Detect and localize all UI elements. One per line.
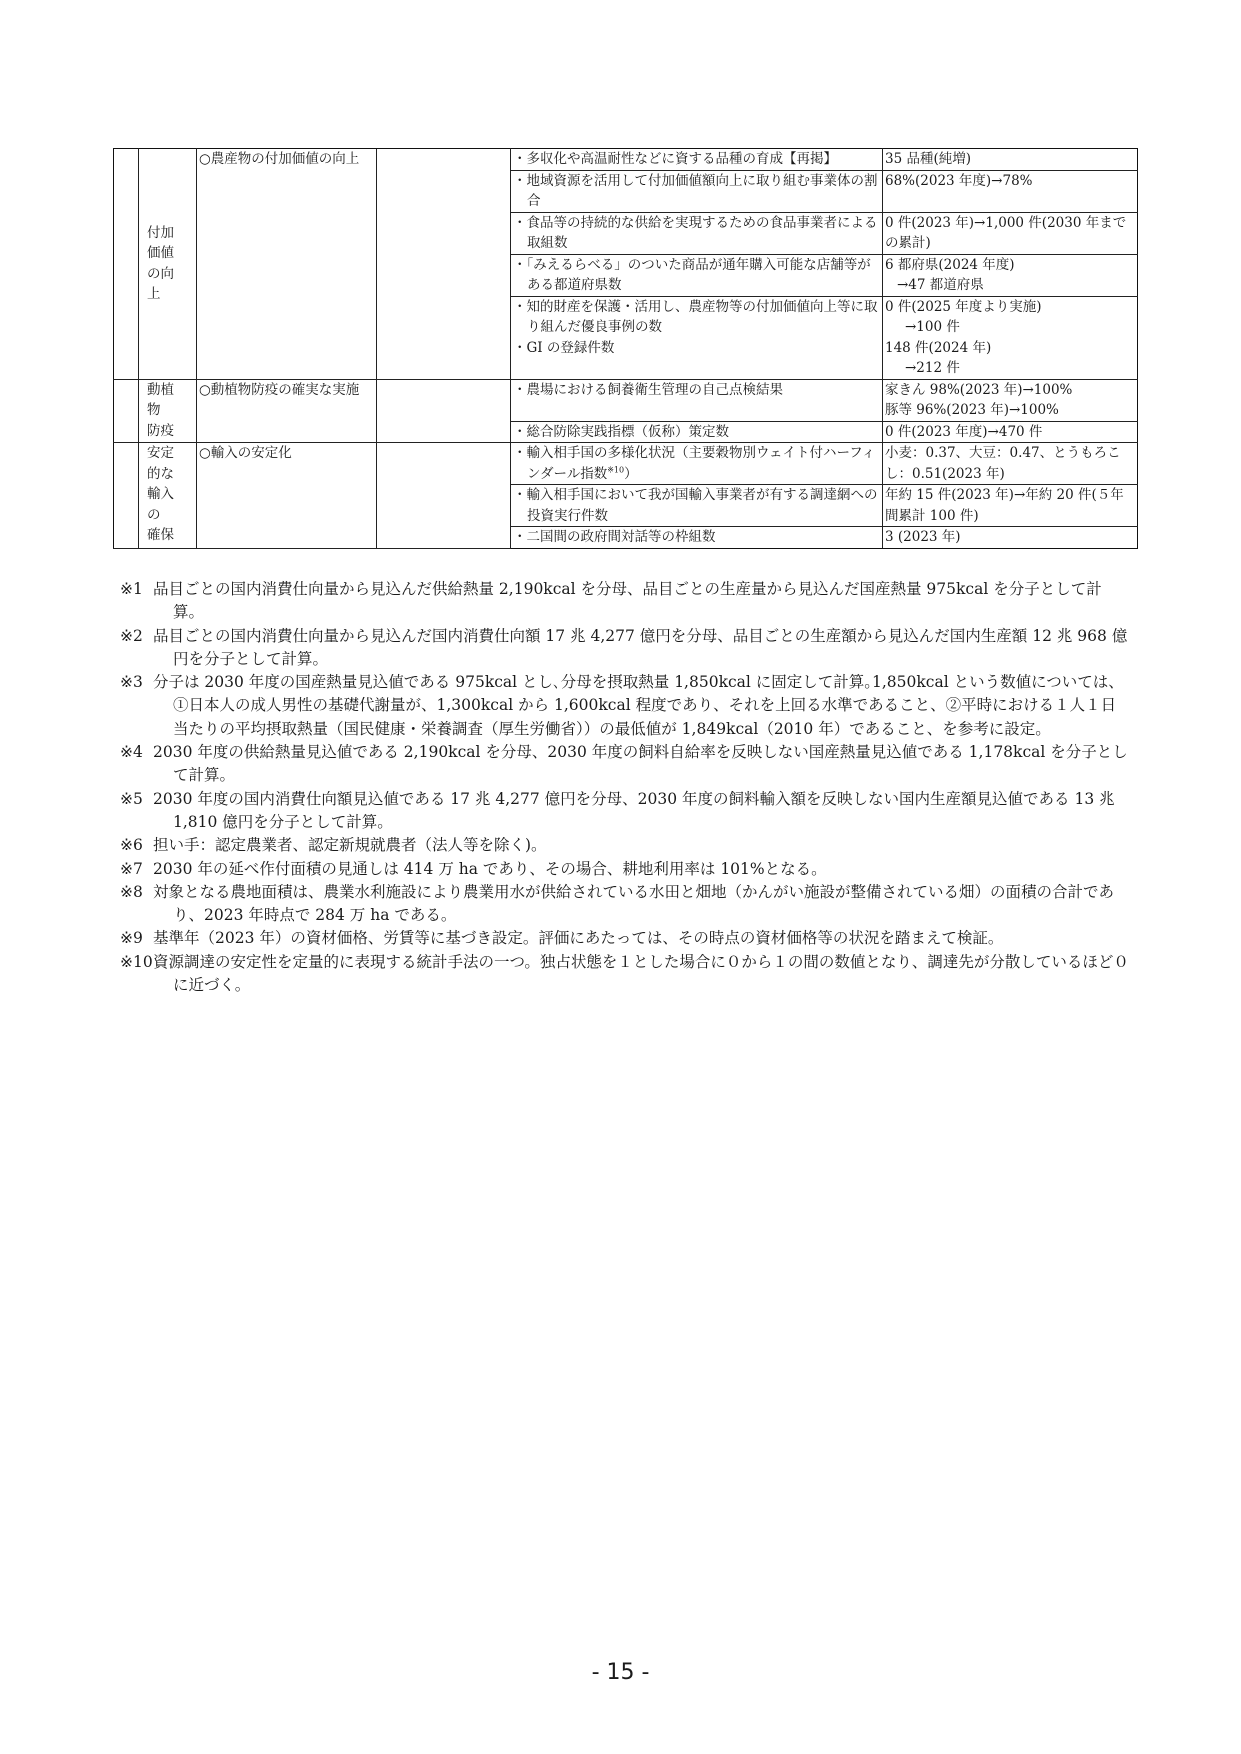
indicator-cell: ・農場における飼養衛生管理の自己点検結果: [511, 379, 883, 421]
target-cell: 6 都府県(2024 年度) →47 都道府県: [883, 254, 1138, 296]
footnote: ※9 基準年（2023 年）の資材価格、労賃等に基づき設定。評価にあたっては、その時点の資材価格等の状況を踏まえて検証。: [120, 929, 1004, 948]
target-cell: 35 品種(純増): [883, 149, 1138, 171]
footnote: ※1 品目ごとの国内消費仕向量から見込んだ供給熱量 2,190kcal を分母、品目ごとの生産量から見込んだ国産熱量 975kcal を分子として計算。: [120, 580, 1102, 622]
target-cell: 家きん 98%(2023 年)→100% 豚等 96%(2023 年)→100%: [883, 379, 1138, 421]
category-label: 安定 的な 輸入 の 確保: [147, 445, 174, 543]
target-cell: 0 件(2025 年度より実施) →100 件 148 件(2024 年) →212 件: [883, 296, 1138, 379]
indicator-cell: ・輸入相手国において我が国輸入事業者が有する調達網への投資実行件数: [511, 485, 883, 527]
indicator-cell: ・地域資源を活用して付加価値額向上に取り組む事業体の割合: [511, 170, 883, 212]
target-cell: 年約 15 件(2023 年)→年約 20 件(５年間累計 100 件): [883, 485, 1138, 527]
blank-cell: [377, 443, 511, 549]
footnote: ※10 資源調達の安定性を定量的に表現する統計手法の一つ。独占状態を１とした場合に０から１の間の数値となり、調達先が分散しているほど０に近づく。: [120, 952, 1129, 995]
footnote: ※6 担い手：認定農業者、認定新規就農者（法人等を除く)。: [120, 836, 547, 855]
indicator-cell: ・輸入相手国の多様化状況（主要穀物別ウェイト付ハーフィンダール指数$^{※10}$）: [511, 443, 883, 485]
footnote: ※7 2030 年の延べ作付面積の見通しは 414 万 ha であり、その場合、耕地利用率は 101%となる。: [120, 859, 827, 878]
objective-cell: ○動植物防疫の確実な実施: [197, 379, 377, 443]
category-cell: [139, 379, 197, 443]
indicator-cell: ・知的財産を保護・活用し、農産物等の付加価値向上等に取り組んだ優良事例の数 ・GI の登録件数: [511, 296, 883, 379]
indicator-cell: ・食品等の持続的な供給を実現するための食品事業者による取組数: [511, 212, 883, 254]
category-label: 動植 物 防疫: [147, 381, 174, 439]
category-cell: [139, 149, 197, 380]
footnote: ※5 2030 年度の国内消費仕向額見込値である 17 兆 4,277 億円を分母、2030 年度の飼料輸入額を反映しない国内生産額見込値である 13 兆 1,810 億円を分子として計算。: [120, 789, 1115, 831]
footnotes: [120, 578, 1130, 997]
category-label: 付加 価値 の向 上: [147, 224, 174, 303]
target-cell: 3 (2023 年): [883, 527, 1138, 549]
target-cell: 小麦：0.37、大豆：0.47、とうもろこし：0.51(2023 年): [883, 443, 1138, 485]
table-margin-cell: [114, 443, 139, 549]
objective-cell: ○輸入の安定化: [197, 443, 377, 549]
objective-cell: ○農産物の付加価値の向上: [197, 149, 377, 380]
footnote: ※8 対象となる農地面積は、農業水利施設により農業用水が供給されている水田と畑地（かんがい施設が整備されている畑）の面積の合計であり、2023 年時点で 284 万 ha である。: [120, 882, 1115, 925]
footnote: ※2 品目ごとの国内消費仕向量から見込んだ国内消費仕向額 17 兆 4,277 億円を分母、品目ごとの生産額から見込んだ国内生産額 12 兆 968 億円を分子として計算。: [120, 626, 1128, 668]
table-margin-cell: [114, 379, 139, 443]
category-cell: [139, 443, 197, 549]
indicator-cell: ・多収化や高温耐性などに資する品種の育成【再掲】: [511, 149, 883, 171]
indicator-table: [113, 148, 1138, 549]
indicator-cell: ・二国間の政府間対話等の枠組数: [511, 527, 883, 549]
footnote: ※4 2030 年度の供給熱量見込値である 2,190kcal を分母、2030 年度の飼料自給率を反映しない国産熱量見込値である 1,178kcal を分子として計算。: [120, 743, 1128, 785]
indicator-cell: ・総合防除実践指標（仮称）策定数: [511, 421, 883, 443]
indicator-cell: ・「みえるらべる」のついた商品が通年購入可能な店舗等がある都道府県数: [511, 254, 883, 296]
target-cell: 0 件(2023 年)→1,000 件(2030 年までの累計): [883, 212, 1138, 254]
target-cell: 68%(2023 年度)→78%: [883, 170, 1138, 212]
footnote: ※3 分子は 2030 年度の国産熱量見込値である 975kcal とし､分母を摂取熱量 1,850kcal に固定して計算｡1,850kcal という数値については、①日本人の成人男性の基礎代謝量が、1,300kcal から 1,600kcal 程度であり、それを上回る水準であること、②平時における１人１日当たりの平均摂取熱量（国民健康・栄養調査（厚生労働省））の最低値が 1,849kcal（2010 年）であること、を参考に設定。: [120, 673, 1124, 738]
table-margin-cell: [114, 149, 139, 380]
blank-cell: [377, 149, 511, 380]
page-number: - 15 -: [591, 1660, 650, 1685]
blank-cell: [377, 379, 511, 443]
target-cell: 0 件(2023 年度)→470 件: [883, 421, 1138, 443]
